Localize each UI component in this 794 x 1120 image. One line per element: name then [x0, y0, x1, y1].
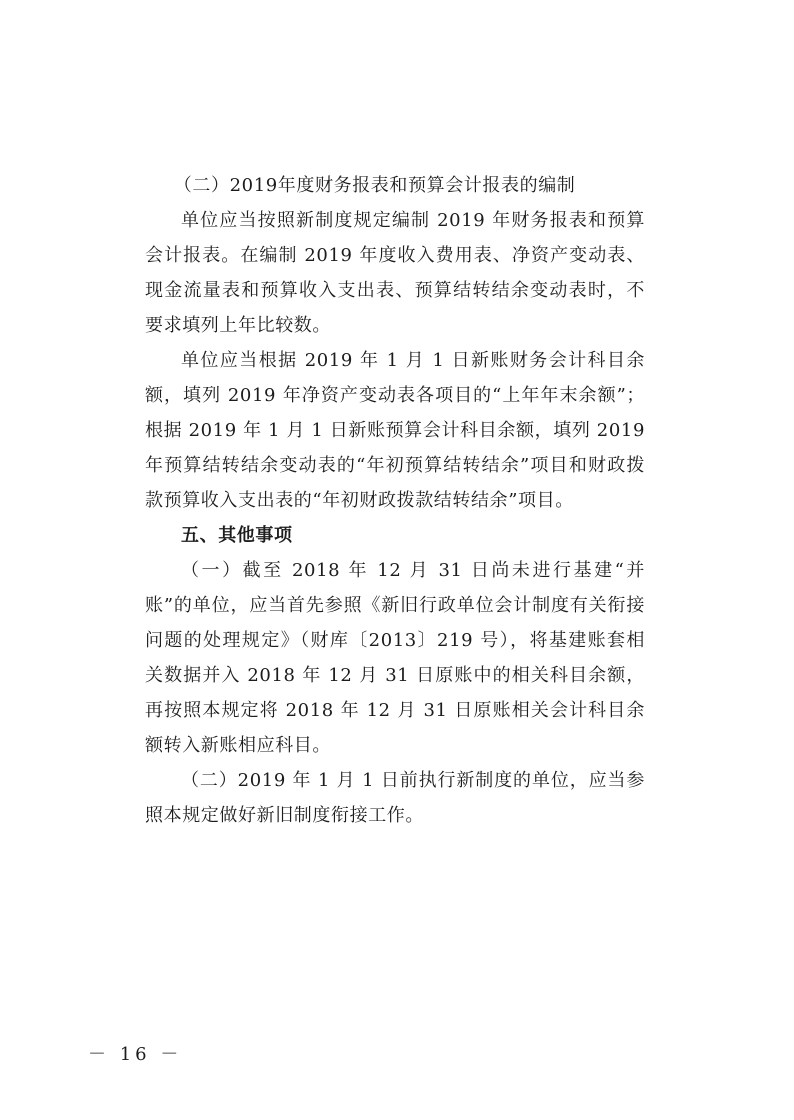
page-number: － 16 －: [88, 1044, 183, 1065]
paragraph-early-adopters: （二）2019 年 1 月 1 日前执行新制度的单位，应当参照本规定做好新旧制度衔接工作。: [145, 770, 645, 826]
document-body: [145, 168, 645, 833]
section-heading-other-matters: 五、其他事项: [181, 525, 293, 546]
paragraph-infrastructure-merge: （一）截至 2018 年 12 月 31 日尚未进行基建“并账”的单位，应当首先参照《新旧行政单位会计制度有关衔接问题的处理规定》（财库〔2013〕219 号），将基建账套相关数据并入 2018 年 12 月 31 日原账中的相关科目余额，再按照本规定将 2018 年 12 月 31 日原账相关会计科目余额转入新账相应科目。: [145, 560, 645, 756]
paragraph-fill-opening-balances: 单位应当根据 2019 年 1 月 1 日新账财务会计科目余额，填列 2019 年净资产变动表各项目的“上年年末余额”；根据 2019 年 1 月 1 日新账预算会计科目余额，填列 2019 年预算结转结余变动表的“年初预算结转结余”项目和财政拨款预算收入支出表的“年初财政拨款结转结余”项目。: [145, 350, 645, 511]
paragraph-report-compilation-requirement: 单位应当按照新制度规定编制 2019 年财务报表和预算会计报表。在编制 2019 年度收入费用表、净资产变动表、现金流量表和预算收入支出表、预算结转结余变动表时，不要求填列上年比较数。: [145, 210, 645, 336]
subsection-heading-report-compilation: （二）2019年度财务报表和预算会计报表的编制: [173, 175, 576, 196]
